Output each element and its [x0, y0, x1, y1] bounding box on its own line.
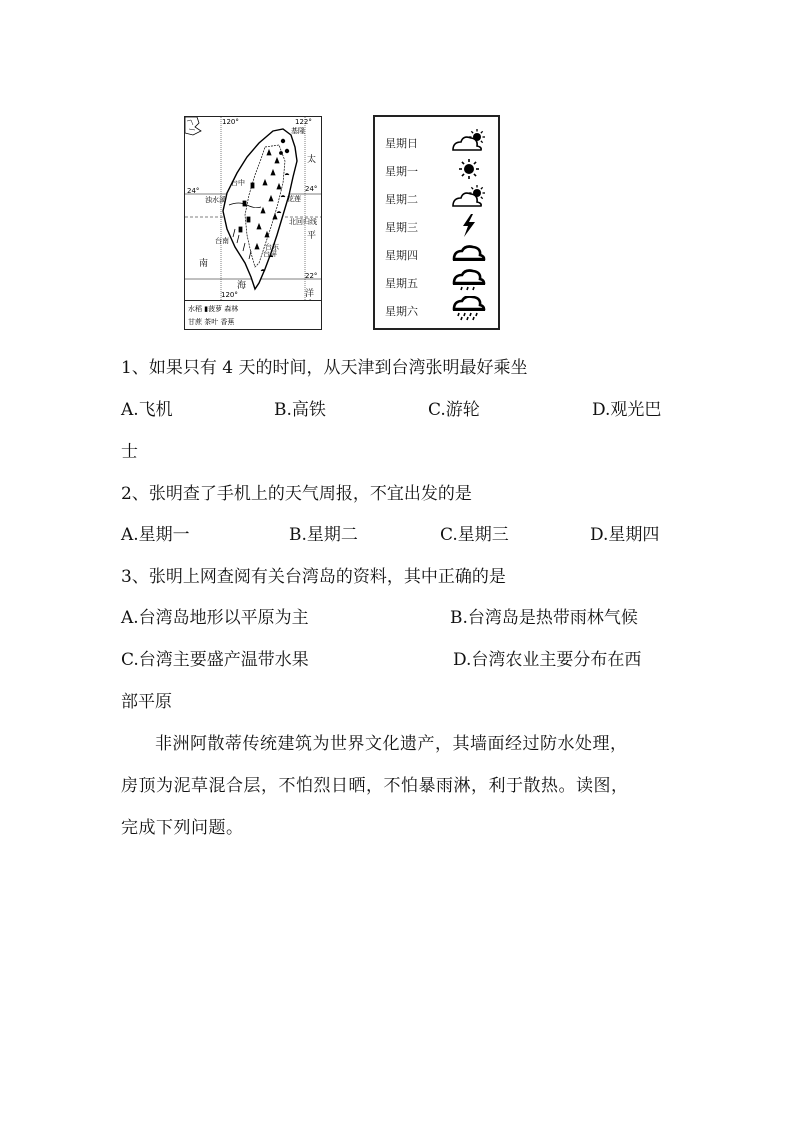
weather-day-label: 星期六 [385, 305, 418, 318]
q1-option-a: A.飞机 [121, 400, 173, 420]
lat-label-24-left: 24° [187, 187, 200, 195]
sea-label-nan: 南 [199, 259, 209, 269]
weather-day-label: 星期日 [385, 137, 418, 150]
q2-option-b: B.星期二 [289, 525, 358, 545]
weather-row [375, 184, 498, 210]
place-keelung: 基隆 [291, 127, 305, 135]
weather-row [375, 156, 498, 182]
cloud-icon [449, 240, 489, 266]
taiwan-map-graphic [185, 117, 321, 300]
lat-label-22: 22° [305, 272, 318, 280]
weather-day-label: 星期五 [385, 277, 418, 290]
q3-option-b: B.台湾岛是热带雨林气候 [450, 608, 638, 628]
sea-label-yang: 洋 [305, 289, 315, 299]
weather-day-label: 星期二 [385, 193, 418, 206]
q3-option-d: D.台湾农业主要分布在西 [453, 650, 642, 670]
passage-line-1: 非洲阿散蒂传统建筑为世界文化遗产，其墙面经过防水处理， [155, 734, 628, 754]
light-rain-icon [449, 268, 489, 294]
partly-sunny-icon [449, 128, 489, 154]
weekly-weather-forecast [373, 115, 500, 330]
lon-label-122: 122° [295, 118, 312, 126]
lon-label-120: 120° [222, 118, 239, 126]
q1-option-d-cont: 士 [121, 442, 138, 462]
q1-option-b: B.高铁 [274, 400, 326, 420]
passage-line-2: 房顶为泥草混合层，不怕烈日晒，不怕暴雨淋，利于散热。读图， [121, 776, 629, 796]
question-2-stem: 2、张明查了手机上的天气周报，不宜出发的是 [121, 484, 472, 504]
weather-row [375, 268, 498, 294]
weather-day-label: 星期四 [385, 249, 418, 262]
map-legend [185, 300, 321, 330]
place-taidong: 台东 [265, 243, 279, 251]
question-3-stem: 3、张明上网查阅有关台湾岛的资料，其中正确的是 [121, 567, 506, 587]
q3-option-a: A.台湾岛地形以平原为主 [121, 608, 309, 628]
passage-line-3: 完成下列问题。 [121, 818, 244, 838]
sea-label-hai: 海 [237, 281, 247, 291]
partly-sunny-icon [449, 184, 489, 210]
weather-day-label: 星期三 [385, 221, 418, 234]
weather-row [375, 296, 498, 322]
place-tainan: 台南 [215, 237, 229, 245]
river-zhuoshui: 浊水溪 [205, 196, 226, 204]
tropic-label: 北回归线 [289, 218, 317, 226]
legend-row-2: 甘蔗 茶叶 香蕉 [188, 318, 235, 326]
place-taizhong: 台中 [231, 179, 245, 187]
weather-row [375, 128, 498, 154]
place-hualian: 花莲 [287, 195, 301, 203]
sea-label-ping: 平 [307, 231, 317, 241]
q2-option-d: D.星期四 [590, 525, 660, 545]
place-pingdong: 台屏 [263, 250, 277, 258]
lon-label-120-bottom: 120° [221, 291, 238, 299]
q2-option-c: C.星期三 [440, 525, 509, 545]
sun-icon [449, 156, 489, 182]
lat-label-24-right: 24° [305, 185, 318, 193]
question-1-stem: 1、如果只有 4 天的时间，从天津到台湾张明最好乘坐 [121, 358, 528, 378]
q1-option-c: C.游轮 [428, 400, 480, 420]
legend-row-1: 水稻 ▮菠萝 森林 [188, 305, 239, 313]
weather-row [375, 240, 498, 266]
q3-option-d-cont: 部平原 [121, 692, 172, 712]
sea-label-tai: 太 [307, 155, 317, 165]
lightning-icon [449, 212, 489, 238]
weather-row [375, 212, 498, 238]
q3-option-c: C.台湾主要盛产温带水果 [121, 650, 309, 670]
q1-option-d: D.观光巴 [592, 400, 662, 420]
q2-option-a: A.星期一 [121, 525, 190, 545]
heavy-rain-icon [449, 296, 489, 322]
taiwan-agriculture-map [184, 116, 322, 330]
weather-day-label: 星期一 [385, 165, 418, 178]
